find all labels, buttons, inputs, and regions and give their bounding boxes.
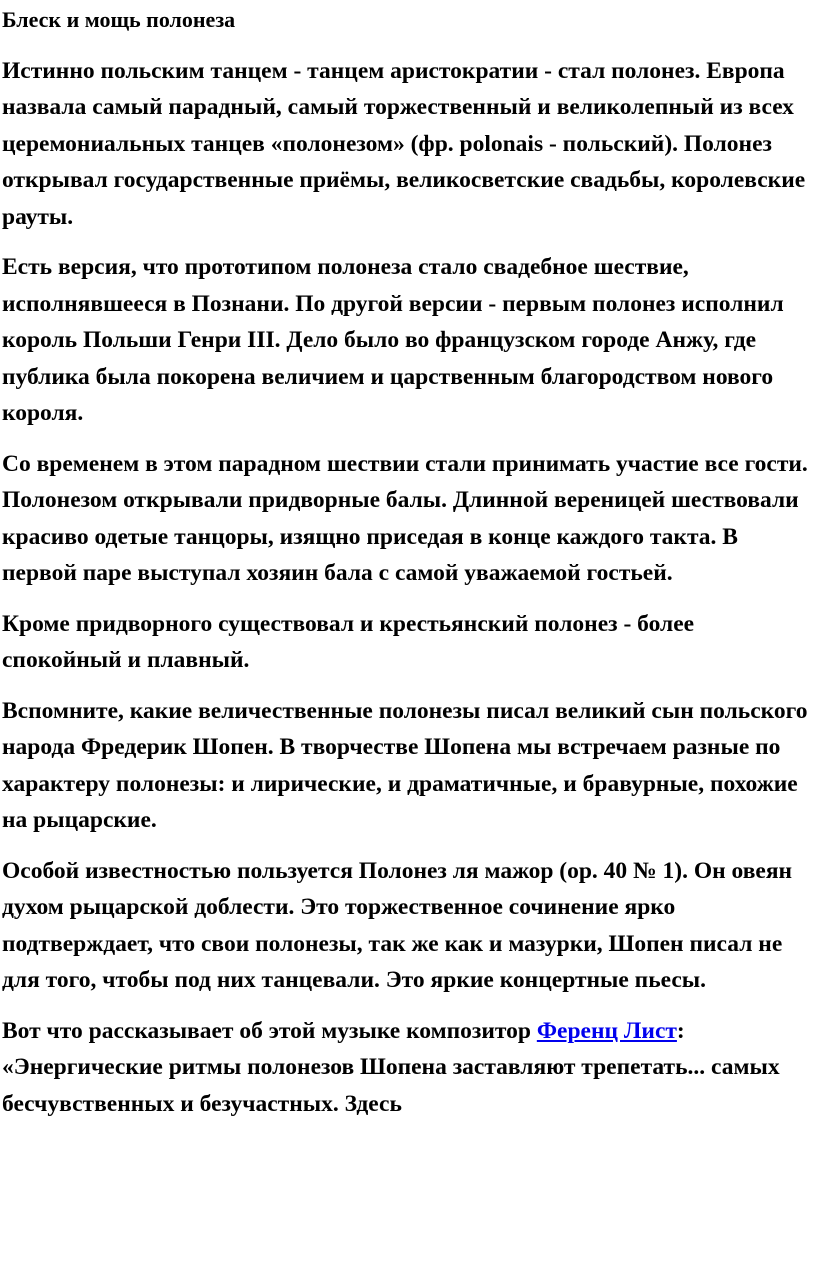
paragraph-peasant-polonaise: Кроме придворного существовал и крестьянский полонез - более спокойный и плавный.: [2, 610, 695, 673]
paragraph-chopin: Вспомните, какие величественные полонезы писал великий сын польского народа Фредерик Шопен. В творчестве Шопена мы встречаем разные по характеру полонезы: и лирические, и драматичные, и бравурные, похожие на рыцарские.: [2, 697, 808, 833]
liszt-intro-text: Вот что рассказывает об этой музыке композитор: [2, 1017, 537, 1044]
liszt-quote-text: : «Энергические ритмы полонезов Шопена заставляют трепетать... самых бесчувственных и безучастных. Здесь: [2, 1017, 780, 1117]
paragraph-polonaise-origin: Истинно польским танцем - танцем аристократии - стал полонез. Европа назвала самый парадный, самый торжественный и великолепный из всех церемониальных танцев «полонезом» (фр. polonais - польский). Полонез открывал государственные приёмы, великосветские свадьбы, королевские рауты.: [2, 57, 806, 230]
liszt-link[interactable]: Ференц Лист: [536, 1017, 677, 1044]
paragraph-a-major-polonaise: Особой известностью пользуется Полонез ля мажор (ор. 40 № 1). Он овеян духом рыцарской доблести. Это торжественное сочинение ярко подтверждает, что свои полонезы, так же как и мазурки, Шопен писал не для того, чтобы под них танцевали. Это яркие концертные пьесы.: [2, 857, 793, 993]
paragraph-court-balls: Со временем в этом парадном шествии стали принимать участие все гости. Полонезом открывали придворные балы. Длинной вереницей шествовали красиво одетые танцоры, изящно приседая в конце каждого такта. В первой паре выступал хозяин бала с самой уважаемой гостьей.: [2, 450, 808, 586]
paragraph-versions: Есть версия, что прототипом полонеза стало свадебное шествие, исполнявшееся в Познани. По другой версии - первым полонез исполнил король Польши Генри III. Дело было во французском городе Анжу, где публика была покорена величием и царственным благородством нового короля.: [2, 254, 784, 426]
paragraph-liszt-quote: [2, 1013, 816, 1123]
document-title: Блеск и мощь полонеза: [2, 7, 236, 32]
